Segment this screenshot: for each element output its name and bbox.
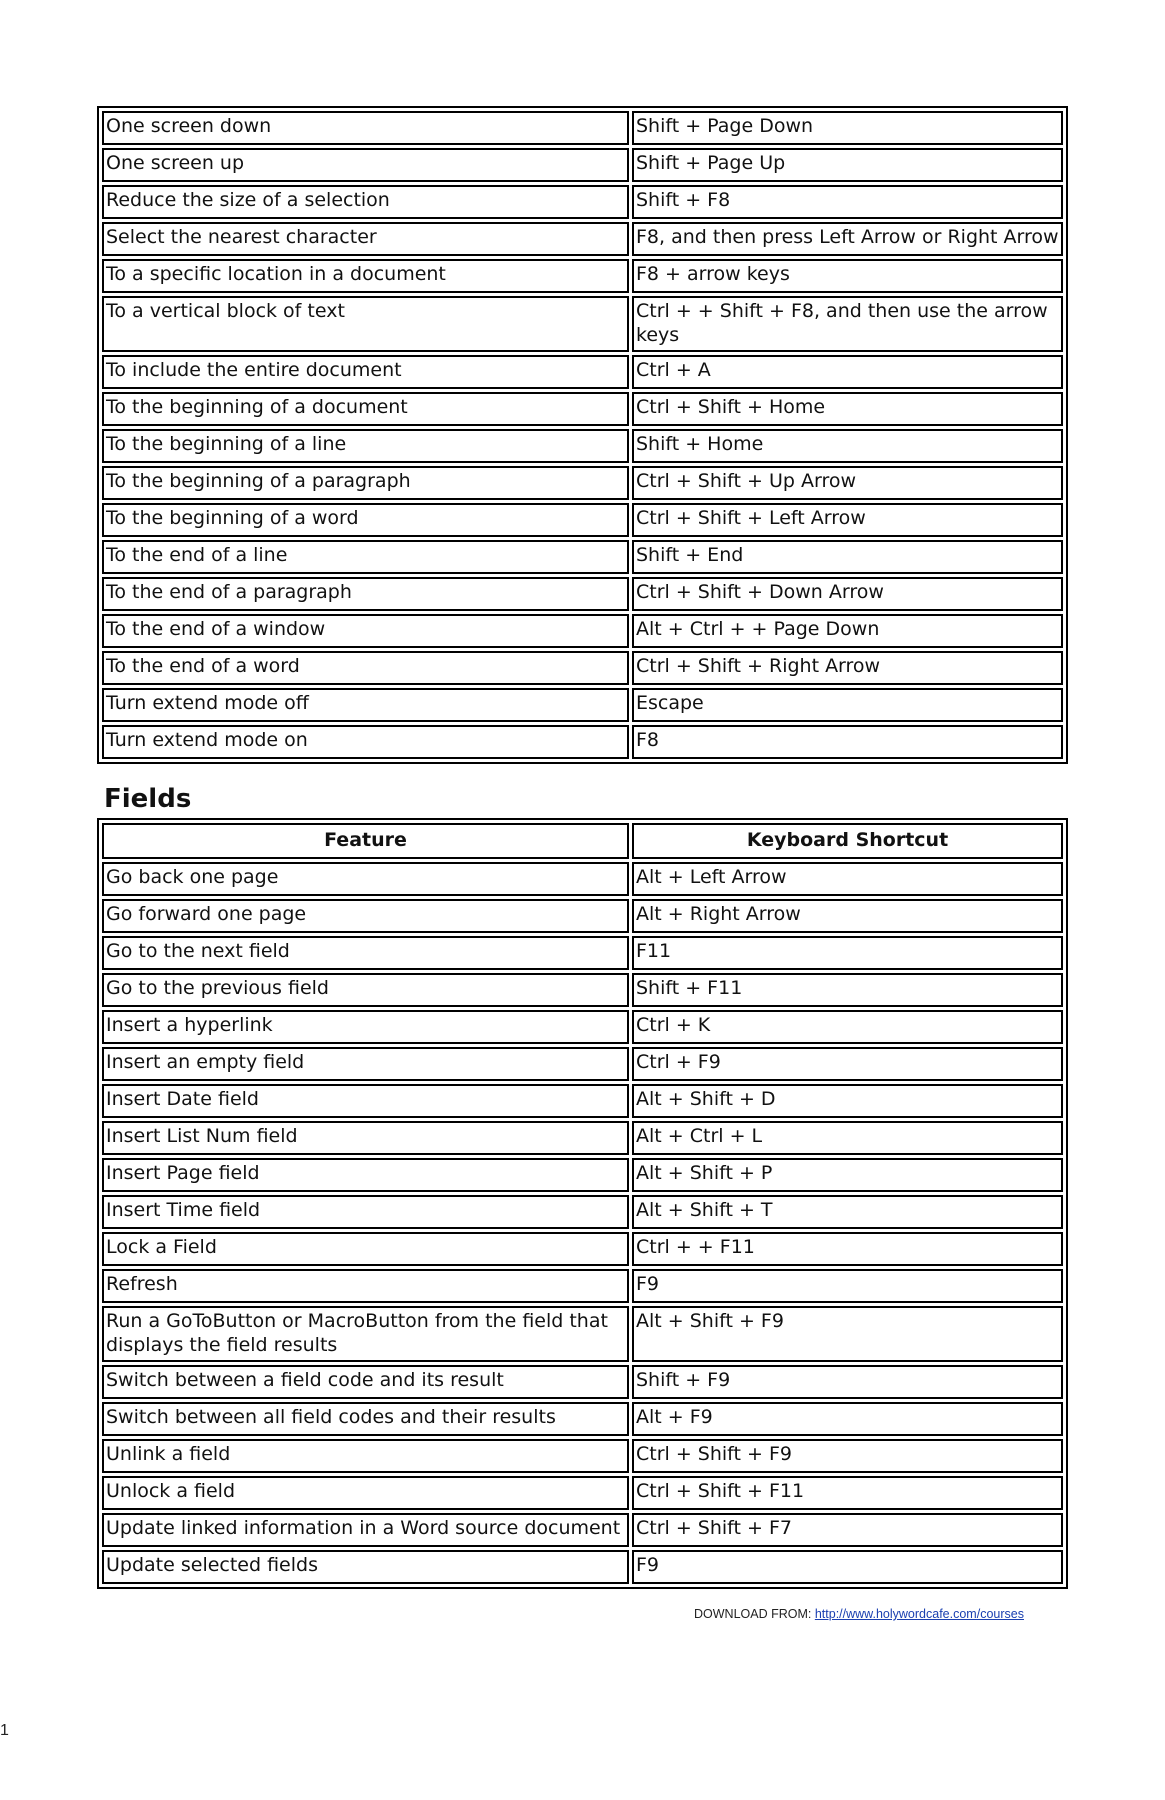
shortcut-cell: Shift + F9 [632, 1365, 1063, 1399]
feature-cell: Update linked information in a Word source document [102, 1513, 629, 1547]
shortcut-cell: Alt + Shift + F9 [632, 1306, 1063, 1362]
table-row [102, 1269, 1063, 1303]
table-row [102, 355, 1063, 389]
feature-cell: To a specific location in a document [102, 259, 629, 293]
shortcut-cell: Alt + Shift + P [632, 1158, 1063, 1192]
table-row [102, 1195, 1063, 1229]
shortcut-cell: Alt + Left Arrow [632, 862, 1063, 896]
shortcut-cell: Alt + Ctrl + + Page Down [632, 614, 1063, 648]
table-row [102, 503, 1063, 537]
feature-cell: Reduce the size of a selection [102, 185, 629, 219]
shortcut-cell: Ctrl + Shift + F9 [632, 1439, 1063, 1473]
table-row [102, 1084, 1063, 1118]
feature-cell: Run a GoToButton or MacroButton from the field that displays the field results [102, 1306, 629, 1362]
feature-cell: Insert a hyperlink [102, 1010, 629, 1044]
fields-table-header [102, 823, 1063, 859]
table-row [102, 1402, 1063, 1436]
table-row [102, 577, 1063, 611]
footer-label: DOWNLOAD FROM: [694, 1607, 815, 1621]
feature-cell: Insert Date field [102, 1084, 629, 1118]
feature-cell: Insert Time field [102, 1195, 629, 1229]
table-row [102, 1158, 1063, 1192]
table-row [102, 651, 1063, 685]
table-row [102, 185, 1063, 219]
shortcut-cell: F8 [632, 725, 1063, 759]
shortcut-cell: Ctrl + Shift + Up Arrow [632, 466, 1063, 500]
shortcut-cell: Alt + Ctrl + L [632, 1121, 1063, 1155]
feature-cell: To the end of a line [102, 540, 629, 574]
shortcut-cell: F9 [632, 1550, 1063, 1584]
table-row [102, 466, 1063, 500]
table-row [102, 1121, 1063, 1155]
shortcut-cell: F9 [632, 1269, 1063, 1303]
feature-cell: To the beginning of a line [102, 429, 629, 463]
shortcut-cell: Alt + F9 [632, 1402, 1063, 1436]
feature-cell: Go back one page [102, 862, 629, 896]
feature-cell: To the beginning of a document [102, 392, 629, 426]
table-row [102, 936, 1063, 970]
feature-cell: Go to the next field [102, 936, 629, 970]
feature-cell: To a vertical block of text [102, 296, 629, 352]
selection-table-body [102, 111, 1063, 759]
table-row [102, 688, 1063, 722]
table-row [102, 862, 1063, 896]
feature-cell: To the beginning of a word [102, 503, 629, 537]
table-row [102, 1232, 1063, 1266]
feature-cell: Unlink a field [102, 1439, 629, 1473]
table-row [102, 1439, 1063, 1473]
table-row [102, 1365, 1063, 1399]
page-number: 1 [0, 1722, 9, 1739]
table-row [102, 899, 1063, 933]
table-row [102, 1476, 1063, 1510]
feature-cell: Go to the previous field [102, 973, 629, 1007]
shortcut-cell: F8, and then press Left Arrow or Right Arrow [632, 222, 1063, 256]
table-row [102, 259, 1063, 293]
shortcut-cell: Ctrl + Shift + F11 [632, 1476, 1063, 1510]
feature-cell: To the end of a window [102, 614, 629, 648]
feature-cell: To the end of a paragraph [102, 577, 629, 611]
table-row [102, 296, 1063, 352]
feature-cell: One screen down [102, 111, 629, 145]
feature-cell: To the beginning of a paragraph [102, 466, 629, 500]
feature-cell: Refresh [102, 1269, 629, 1303]
feature-cell: Lock a Field [102, 1232, 629, 1266]
feature-cell: Turn extend mode off [102, 688, 629, 722]
table-row [102, 222, 1063, 256]
table-row [102, 614, 1063, 648]
selection-shortcuts-table [97, 106, 1068, 764]
table-row [102, 1513, 1063, 1547]
shortcut-cell: Shift + End [632, 540, 1063, 574]
shortcut-cell: Escape [632, 688, 1063, 722]
header-row [102, 823, 1063, 859]
table-row [102, 1306, 1063, 1362]
feature-cell: Insert Page field [102, 1158, 629, 1192]
feature-cell: Switch between a field code and its result [102, 1365, 629, 1399]
shortcut-cell: Shift + Page Up [632, 148, 1063, 182]
table-row [102, 725, 1063, 759]
table-row [102, 392, 1063, 426]
shortcut-cell: Ctrl + Shift + F7 [632, 1513, 1063, 1547]
feature-cell: To include the entire document [102, 355, 629, 389]
shortcut-cell: Shift + F8 [632, 185, 1063, 219]
fields-table-body [102, 862, 1063, 1584]
shortcut-cell: Shift + Page Down [632, 111, 1063, 145]
table-row [102, 540, 1063, 574]
shortcut-cell: Ctrl + Shift + Right Arrow [632, 651, 1063, 685]
feature-cell: Unlock a field [102, 1476, 629, 1510]
feature-cell: One screen up [102, 148, 629, 182]
shortcut-cell: F8 + arrow keys [632, 259, 1063, 293]
fields-shortcuts-table [97, 818, 1068, 1589]
footer [694, 1607, 1024, 1621]
feature-cell: To the end of a word [102, 651, 629, 685]
shortcut-cell: Ctrl + Shift + Left Arrow [632, 503, 1063, 537]
shortcut-cell: F11 [632, 936, 1063, 970]
table-row [102, 1550, 1063, 1584]
feature-cell: Update selected fields [102, 1550, 629, 1584]
shortcut-cell: Ctrl + Shift + Home [632, 392, 1063, 426]
table-row [102, 148, 1063, 182]
fields-heading: Fields [104, 784, 192, 814]
feature-cell: Go forward one page [102, 899, 629, 933]
shortcut-cell: Alt + Shift + T [632, 1195, 1063, 1229]
feature-cell: Select the nearest character [102, 222, 629, 256]
feature-cell: Insert List Num field [102, 1121, 629, 1155]
shortcut-cell: Ctrl + A [632, 355, 1063, 389]
feature-cell: Switch between all field codes and their results [102, 1402, 629, 1436]
column-header-feature: Feature [102, 823, 629, 859]
feature-cell: Insert an empty field [102, 1047, 629, 1081]
shortcut-cell: Shift + Home [632, 429, 1063, 463]
shortcut-cell: Ctrl + F9 [632, 1047, 1063, 1081]
table-row [102, 1047, 1063, 1081]
shortcut-cell: Ctrl + + F11 [632, 1232, 1063, 1266]
shortcut-cell: Ctrl + + Shift + F8, and then use the arrow keys [632, 296, 1063, 352]
shortcut-cell: Alt + Shift + D [632, 1084, 1063, 1118]
table-row [102, 973, 1063, 1007]
shortcut-cell: Ctrl + K [632, 1010, 1063, 1044]
footer-download-link[interactable]: http://www.holywordcafe.com/courses [814, 1607, 1024, 1621]
column-header-shortcut: Keyboard Shortcut [632, 823, 1063, 859]
shortcut-cell: Alt + Right Arrow [632, 899, 1063, 933]
shortcut-cell: Shift + F11 [632, 973, 1063, 1007]
feature-cell: Turn extend mode on [102, 725, 629, 759]
shortcut-cell: Ctrl + Shift + Down Arrow [632, 577, 1063, 611]
table-row [102, 111, 1063, 145]
table-row [102, 1010, 1063, 1044]
table-row [102, 429, 1063, 463]
